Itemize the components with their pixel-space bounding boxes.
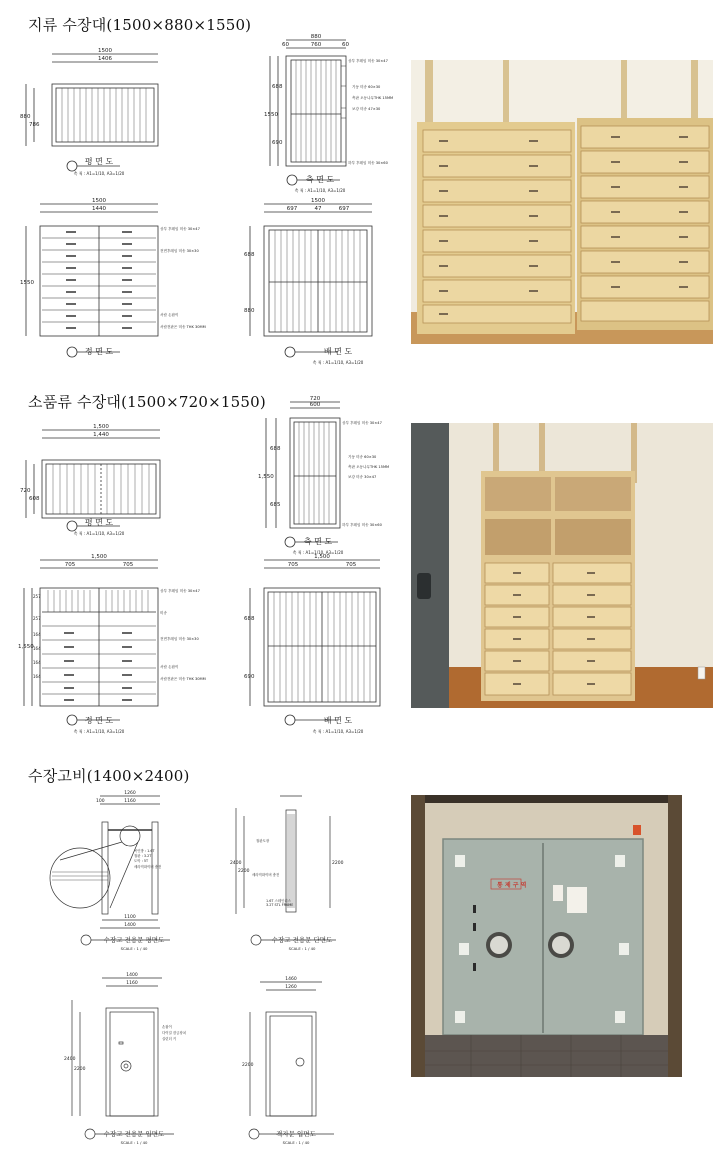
section-title-small-items-cabinet: 소품류 수장대(1500×720×1550)	[28, 393, 266, 411]
svg-text:786: 786	[29, 122, 40, 128]
svg-text:철판 : 3.2T: 철판 : 3.2T	[134, 854, 152, 858]
svg-text:2200: 2200	[332, 861, 344, 866]
svg-text:690: 690	[244, 674, 255, 680]
svg-text:164: 164	[33, 632, 41, 637]
svg-text:1460: 1460	[285, 977, 297, 982]
svg-text:164: 164	[33, 660, 41, 665]
svg-text:서랍 손잡이: 서랍 손잡이	[160, 313, 179, 317]
svg-text:705: 705	[122, 562, 134, 568]
svg-text:3.2T STL FRAME: 3.2T STL FRAME	[266, 903, 294, 907]
svg-text:상부 후레임 미송 30×47: 상부 후레임 미송 30×47	[342, 421, 382, 425]
svg-text:서랍 손잡이: 서랍 손잡이	[160, 665, 179, 669]
svg-text:축 척 : A1=1/10, A3=1/20: 축 척 : A1=1/10, A3=1/20	[312, 729, 364, 734]
svg-text:1160: 1160	[124, 799, 136, 804]
svg-text:SCALE : 1 / 40: SCALE : 1 / 40	[120, 946, 148, 951]
door-section-label: 수장고 전용문 단면도	[271, 936, 333, 944]
svg-text:760: 760	[310, 42, 322, 48]
svg-text:전면후레임 미송 30×30: 전면후레임 미송 30×30	[160, 637, 199, 641]
svg-text:164: 164	[33, 646, 41, 651]
front-view	[24, 560, 158, 725]
paper-cabinet-drawings	[20, 34, 410, 365]
svg-text:705: 705	[64, 562, 76, 568]
svg-text:보강 미송 30×47: 보강 미송 30×47	[348, 475, 377, 479]
svg-text:상부 후레임 미송 30×47: 상부 후레임 미송 30×47	[160, 227, 200, 231]
svg-text:705: 705	[345, 562, 357, 568]
svg-text:60: 60	[342, 42, 349, 48]
svg-text:상부 후레임 미송 30×47: 상부 후레임 미송 30×47	[348, 59, 388, 63]
svg-text:세라믹화이버 충전: 세라믹화이버 충전	[134, 865, 162, 869]
svg-text:1,500: 1,500	[91, 554, 107, 560]
svg-text:배 면 도: 배 면 도	[323, 716, 353, 725]
svg-text:1,500: 1,500	[314, 554, 330, 560]
svg-text:1260: 1260	[285, 985, 297, 990]
svg-text:600: 600	[309, 402, 321, 408]
svg-text:1500: 1500	[98, 48, 112, 54]
svg-text:서랍전판은 미송 THK 30MM: 서랍전판은 미송 THK 30MM	[160, 325, 206, 329]
svg-text:60: 60	[282, 42, 289, 48]
grille-door-elevation-view	[249, 982, 334, 1139]
svg-text:다이얼 잠금장치: 다이얼 잠금장치	[162, 1031, 187, 1035]
storage-door-drawings	[30, 790, 400, 1145]
side-view	[266, 402, 340, 547]
svg-text:705: 705	[287, 562, 299, 568]
side-view	[270, 40, 346, 185]
svg-text:SCALE : 1 / 40: SCALE : 1 / 40	[288, 946, 316, 951]
svg-text:688: 688	[244, 616, 255, 622]
svg-text:1,550: 1,550	[258, 474, 274, 480]
small-items-cabinet-photo	[411, 423, 713, 708]
svg-text:기둥 미송 60×30: 기둥 미송 60×30	[352, 85, 381, 89]
svg-text:685: 685	[270, 502, 281, 508]
svg-text:688: 688	[272, 84, 283, 90]
svg-text:1500: 1500	[92, 198, 106, 204]
svg-text:720: 720	[309, 396, 321, 402]
svg-text:697: 697	[286, 206, 298, 212]
svg-text:608: 608	[29, 496, 40, 502]
svg-text:690: 690	[272, 140, 283, 146]
plan-view	[26, 430, 160, 531]
svg-text:1100: 1100	[124, 915, 136, 920]
svg-text:1500: 1500	[311, 198, 325, 204]
svg-text:1550: 1550	[20, 280, 34, 286]
svg-text:축 척 : A1=1/10, A3=1/20: 축 척 : A1=1/10, A3=1/20	[294, 188, 346, 193]
svg-text:평 면 도: 평 면 도	[84, 518, 114, 527]
svg-text:164: 164	[33, 674, 41, 679]
plan-view-label: 평 면 도	[84, 157, 114, 166]
svg-text:미송: 미송	[160, 611, 167, 615]
svg-text:축 척 : A1=1/10, A3=1/20: 축 척 : A1=1/10, A3=1/20	[292, 550, 344, 555]
svg-text:1550: 1550	[264, 112, 278, 118]
svg-text:47: 47	[314, 206, 322, 212]
svg-text:697: 697	[338, 206, 350, 212]
svg-text:1400: 1400	[124, 923, 136, 928]
svg-text:1260: 1260	[124, 791, 136, 796]
back-view	[250, 204, 372, 357]
svg-text:하부 후레임 미송 30×60: 하부 후레임 미송 30×60	[348, 161, 388, 165]
storage-door-photo	[411, 795, 682, 1077]
section-title-storage-door: 수장고비(1400×2400)	[28, 767, 190, 785]
svg-text:1160: 1160	[126, 981, 138, 986]
svg-text:2200: 2200	[74, 1067, 86, 1072]
svg-text:측 면 도: 측 면 도	[303, 537, 333, 546]
svg-text:SCALE : 1 / 40: SCALE : 1 / 40	[282, 1140, 310, 1145]
svg-text:880: 880	[244, 308, 255, 314]
svg-text:철판도장: 철판도장	[256, 839, 270, 843]
grille-door-label: 격자문 입면도	[276, 1130, 316, 1138]
svg-text:1,440: 1,440	[93, 432, 109, 438]
door-section-view	[236, 796, 336, 945]
svg-text:SCALE : 1 / 40: SCALE : 1 / 40	[120, 1140, 148, 1145]
front-view	[26, 204, 158, 357]
front-view-label: 정 면 도	[84, 347, 114, 356]
svg-text:257: 257	[33, 616, 41, 621]
svg-text:전면후레임 미송 30×30: 전면후레임 미송 30×30	[160, 249, 199, 253]
svg-text:축 척 : A1=1/10, A3=1/20: 축 척 : A1=1/10, A3=1/20	[73, 171, 125, 176]
svg-text:측판 오동나무THK 15MM: 측판 오동나무THK 15MM	[352, 96, 394, 100]
svg-text:1440: 1440	[92, 206, 106, 212]
back-view-label: 배 면 도	[323, 347, 353, 356]
svg-text:1.6T 스테인리스: 1.6T 스테인리스	[266, 899, 291, 903]
svg-text:100: 100	[96, 799, 105, 804]
svg-text:880: 880	[20, 114, 31, 120]
svg-text:257: 257	[33, 594, 41, 599]
small-items-cabinet-drawings	[20, 390, 410, 740]
svg-text:서랍전판은 미송 THK 30MM: 서랍전판은 미송 THK 30MM	[160, 677, 206, 681]
svg-text:손잡이: 손잡이	[162, 1025, 172, 1029]
paper-cabinet-photo	[411, 60, 713, 344]
svg-text:축 척 : A1=1/10, A3=1/20: 축 척 : A1=1/10, A3=1/20	[73, 531, 125, 536]
back-view	[250, 560, 380, 725]
svg-text:2200: 2200	[238, 869, 250, 874]
svg-text:2400: 2400	[64, 1057, 76, 1062]
svg-text:측판 오동나무THK 15MM: 측판 오동나무THK 15MM	[348, 465, 390, 469]
svg-text:상부 후레임 미송 30×47: 상부 후레임 미송 30×47	[160, 589, 200, 593]
svg-text:보강 미송 47×30: 보강 미송 47×30	[352, 107, 381, 111]
door-plan-view	[50, 796, 170, 945]
door-elevation-label: 수장고 전용문 입면도	[103, 1130, 165, 1138]
svg-text:1,550: 1,550	[18, 644, 34, 650]
svg-text:축 척 : A1=1/10, A3=1/20: 축 척 : A1=1/10, A3=1/20	[312, 360, 364, 365]
svg-text:720: 720	[20, 488, 31, 494]
door-restricted-sign: 통 제 구 역	[497, 882, 527, 889]
side-view-label: 측 면 도	[305, 175, 335, 184]
svg-text:세라믹화이버 충전: 세라믹화이버 충전	[252, 873, 280, 877]
svg-text:하부 후레임 미송 30×60: 하부 후레임 미송 30×60	[342, 523, 382, 527]
svg-text:도막 : 5T: 도막 : 5T	[134, 859, 149, 863]
plan-view	[26, 54, 158, 171]
svg-text:1406: 1406	[98, 56, 112, 62]
svg-text:실린더 키: 실린더 키	[162, 1037, 177, 1041]
svg-text:880: 880	[310, 34, 322, 40]
svg-text:688: 688	[270, 446, 281, 452]
section-title-paper-cabinet: 지류 수장대(1500×880×1550)	[28, 16, 252, 34]
door-plan-label: 수장고 전용문 평면도	[103, 936, 165, 944]
svg-text:688: 688	[244, 252, 255, 258]
svg-text:기둥 미송 60×30: 기둥 미송 60×30	[348, 455, 377, 459]
svg-text:정 면 도: 정 면 도	[84, 716, 114, 725]
svg-text:2200: 2200	[242, 1063, 254, 1068]
svg-text:축 척 : A1=1/10, A3=1/20: 축 척 : A1=1/10, A3=1/20	[73, 729, 125, 734]
svg-text:2400: 2400	[230, 861, 242, 866]
svg-text:1,500: 1,500	[93, 424, 109, 430]
svg-text:1400: 1400	[126, 973, 138, 978]
svg-text:목인방 : 1.6T: 목인방 : 1.6T	[134, 849, 155, 853]
